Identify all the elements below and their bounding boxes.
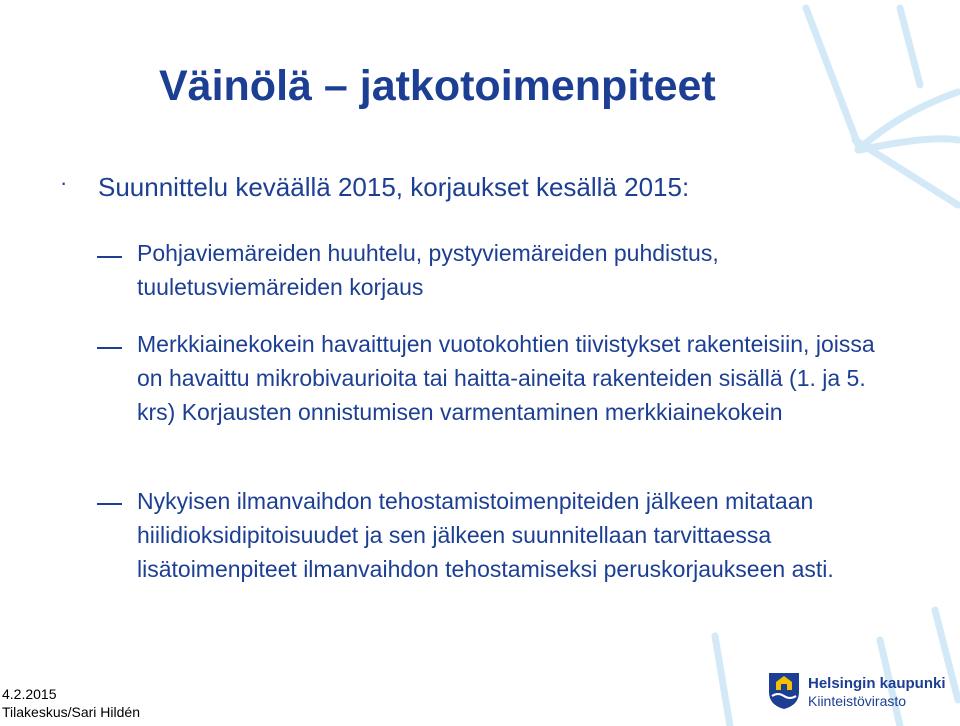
dash-marker-2 bbox=[97, 347, 122, 349]
footer-author: Tilakeskus/Sari Hildén bbox=[2, 704, 140, 720]
list-item-3: Nykyisen ilmanvaihdon tehostamistoimenpiteiden jälkeen mitataan hiilidioksidipitoisuudet ja sen jälkeen suunnitellaan tarvittaessa lisätoimenpiteet ilmanvaihdon tehostamiseksi peruskorjaukseen asti. bbox=[137, 488, 834, 582]
dash-marker-1 bbox=[97, 256, 122, 258]
helsinki-crest-icon bbox=[768, 672, 800, 710]
list-item-2: Merkkiainekokein havaittujen vuotokohtien tiivistykset rakenteisiin, joissa on havaittu mikrobivaurioita tai haitta-aineita rakenteiden sisällä (1. ja 5. krs) Korjausten onnistumisen varmentaminen merkkiainekokein bbox=[137, 331, 875, 425]
slide-title: Väinölä – jatkotoimenpiteet bbox=[159, 62, 716, 110]
footer bbox=[2, 685, 140, 721]
dash-marker-3 bbox=[97, 503, 122, 505]
logo-line1: Helsingin kaupunki bbox=[808, 675, 946, 692]
level1-text: Suunnittelu keväällä 2015, korjaukset kesällä 2015: bbox=[98, 172, 690, 202]
logo-line2: Kiinteistövirasto bbox=[808, 693, 907, 709]
list-item-1: Pohjaviemäreiden huuhtelu, pystyviemäreiden puhdistus, tuuletusviemäreiden korjaus bbox=[137, 240, 719, 300]
footer-date: 4.2.2015 bbox=[2, 686, 57, 702]
bullet-dot: · bbox=[60, 170, 68, 195]
